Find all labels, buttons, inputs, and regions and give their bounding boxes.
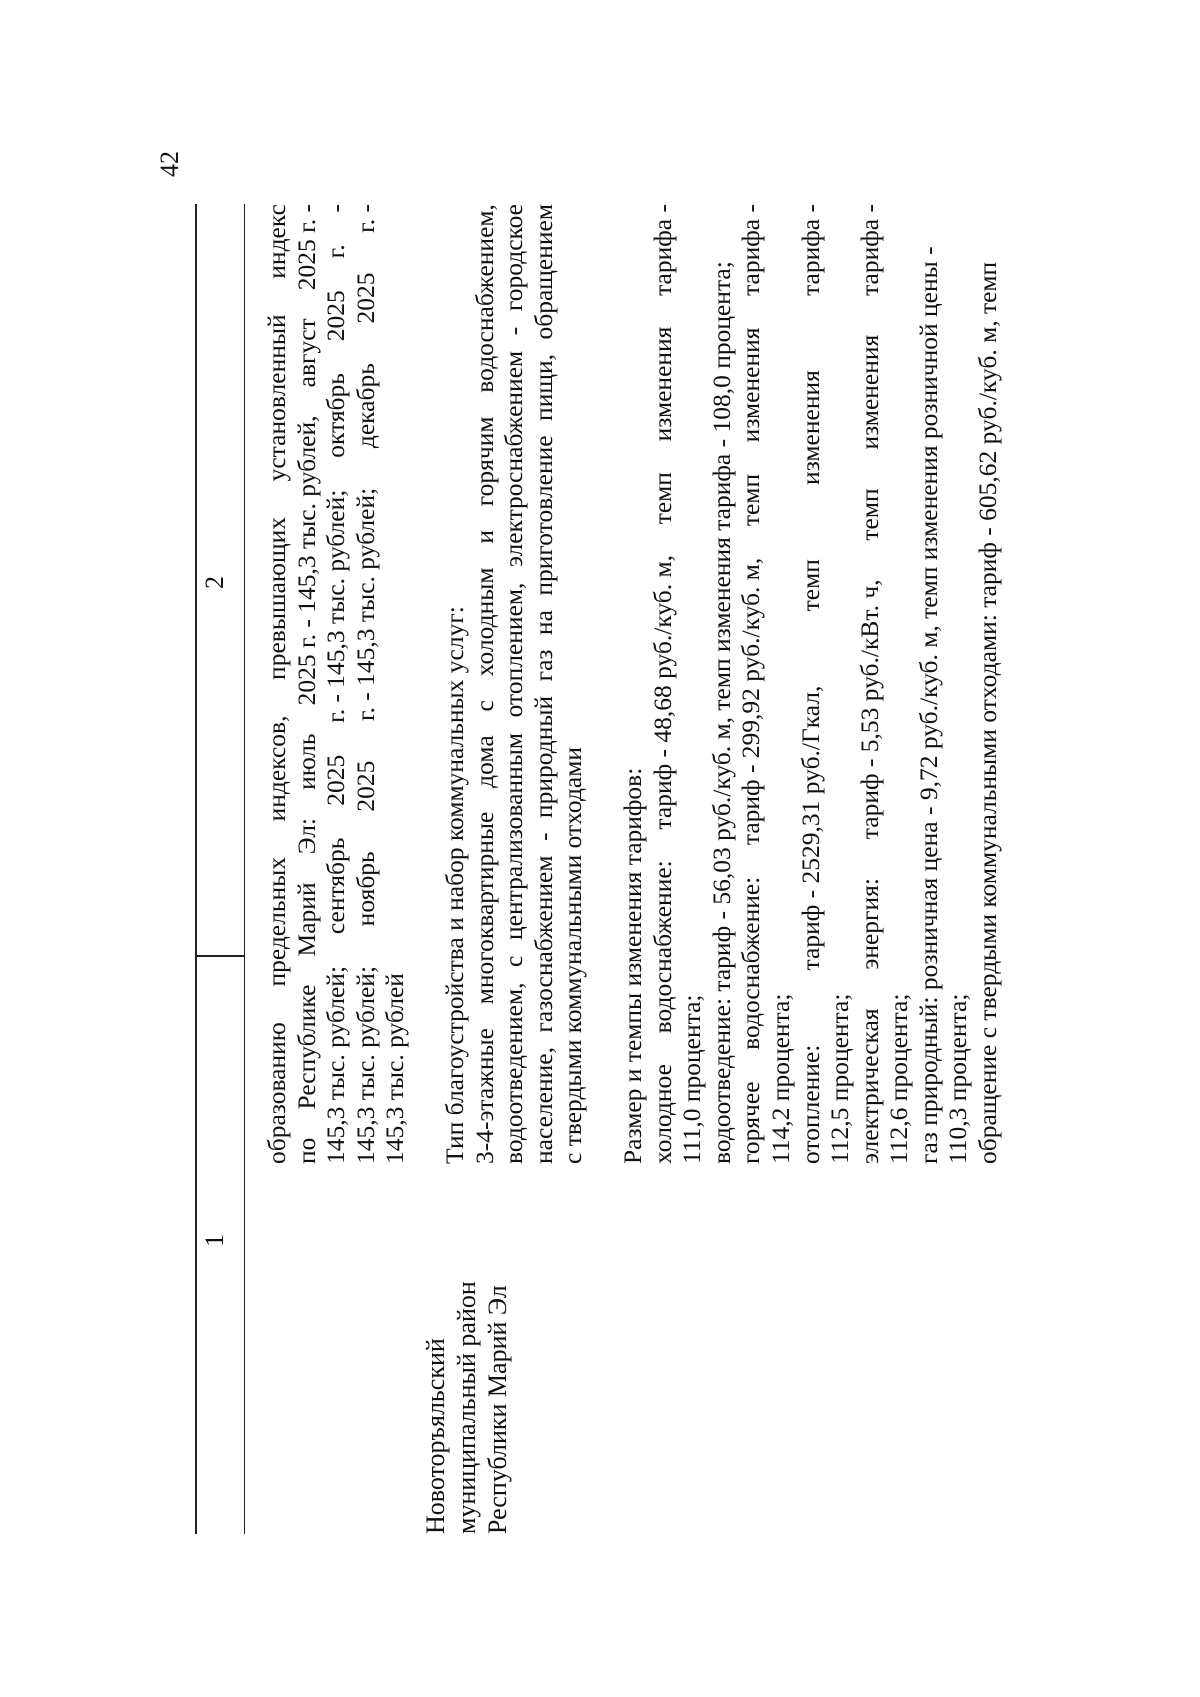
text-word: Республике: [291, 984, 321, 1110]
text-line: [648, 204, 678, 1164]
text-word: сентябрь: [321, 837, 351, 935]
text-word: 114,2 процента;: [765, 993, 795, 1164]
text-line: [855, 204, 885, 1164]
text-word: 2025: [350, 760, 380, 812]
text-word: предельных: [262, 856, 291, 987]
text-word: тарифа -: [854, 204, 884, 296]
text-word: по: [291, 1137, 321, 1164]
utilities-title: Тип благоустройства и набор коммунальных услуг:: [439, 606, 469, 1164]
district-line: муниципальный район: [452, 1281, 481, 1534]
tariffs-paragraph: [648, 204, 1003, 1164]
text-word: ноябрь: [350, 851, 380, 927]
text-line: [558, 204, 588, 1164]
text-word: г. -: [350, 204, 380, 233]
text-word: Марий: [291, 882, 321, 957]
text-word: водоотведением,: [499, 982, 529, 1164]
text-word: городское: [499, 204, 529, 312]
text-line: [529, 204, 559, 1164]
text-line: [736, 204, 766, 1164]
text-word: энергия:: [854, 878, 884, 970]
text-word: с: [469, 700, 499, 712]
text-line: [973, 204, 1003, 1164]
text-word: холодное: [647, 1064, 677, 1164]
text-word: отоплением,: [499, 582, 529, 718]
text-word: темп: [736, 473, 766, 527]
text-line: [499, 204, 529, 1164]
text-word: изменения: [647, 326, 677, 442]
text-word: горячим: [469, 416, 499, 507]
text-word: газ природный: розничная цена - 9,72 руб./куб. м, темп изменения розничной цены -: [913, 246, 943, 1164]
text-word: декабрь: [350, 363, 380, 449]
text-word: 2025: [321, 290, 351, 342]
text-word: 145,3 тыс. рублей: [380, 973, 410, 1164]
text-word: темп: [647, 472, 677, 525]
text-word: изменения: [736, 327, 766, 443]
text-word: водоснабжение:: [736, 876, 766, 1050]
text-word: 3-4-этажные: [469, 1028, 499, 1164]
text-word: газ: [528, 649, 558, 682]
text-word: -: [499, 326, 529, 336]
table-content-cell: [262, 204, 1003, 1164]
text-word: 112,5 процента;: [825, 993, 855, 1164]
text-word: 2025: [350, 272, 380, 324]
text-word: и: [469, 530, 499, 544]
text-word: изменения: [854, 334, 884, 450]
text-word: тариф - 2529,31 руб./Гкал,: [795, 685, 825, 971]
text-word: 110,3 процента;: [943, 993, 973, 1164]
text-word: тариф - 299,92 руб./куб. м,: [736, 557, 766, 846]
text-word: дома: [469, 735, 499, 788]
text-word: тарифа -: [736, 204, 766, 296]
text-line: [677, 204, 707, 1164]
district-line: Новоторъяльский: [421, 1338, 450, 1534]
text-word: Эл:: [291, 817, 321, 855]
text-word: 145,3 тыс. рублей;: [350, 965, 380, 1164]
text-line: [766, 204, 796, 1164]
text-line: [380, 204, 410, 1164]
text-word: электроснабжением: [499, 350, 529, 567]
text-word: 111,0 процента;: [677, 994, 707, 1164]
text-word: тарифа -: [795, 204, 825, 296]
text-word: 2025 г. -: [291, 204, 321, 291]
tariffs-title: Размер и темпы изменения тарифов:: [617, 767, 647, 1164]
text-word: население,: [528, 1047, 558, 1164]
text-line: [262, 204, 292, 1164]
text-word: г. - 145,3 тыс. рублей;: [350, 487, 380, 722]
page-number: 42: [155, 151, 184, 177]
text-word: г. - 145,3 тыс. рублей;: [321, 489, 351, 723]
text-line: [470, 204, 500, 1164]
table-top-rule: [195, 204, 197, 1534]
text-word: приготовление: [528, 435, 558, 596]
text-word: -: [321, 204, 351, 213]
text-line: [825, 204, 855, 1164]
text-word: образованию: [262, 1022, 291, 1164]
text-word: 112,6 процента;: [884, 993, 914, 1164]
text-word: установленный: [262, 314, 291, 482]
text-word: водоснабжение:: [647, 860, 677, 1034]
text-word: водоотведение: тариф - 56,03 руб./куб. м, темп изменения тарифа - 108,0 процента;: [706, 261, 736, 1164]
text-line: [351, 204, 381, 1164]
text-word: тарифа -: [647, 204, 677, 296]
district-line: Республики Марий Эл: [483, 1285, 512, 1534]
text-word: централизованным: [499, 733, 529, 940]
text-word: холодным: [469, 567, 499, 677]
column-header-2: 2: [200, 576, 229, 589]
text-word: обращением: [528, 204, 558, 340]
text-word: на: [528, 610, 558, 636]
text-word: электрическая: [854, 1008, 884, 1164]
text-word: август: [291, 318, 321, 388]
text-word: изменения: [795, 370, 825, 485]
text-line: [884, 204, 914, 1164]
indices-paragraph: [262, 204, 410, 1164]
text-word: отопление:: [795, 1044, 825, 1164]
text-word: 145,3 тыс. рублей;: [321, 965, 351, 1164]
text-word: г.: [321, 244, 351, 259]
text-word: превышающих: [262, 517, 291, 680]
text-word: октябрь: [321, 373, 351, 458]
column-header-1: 1: [200, 1234, 229, 1247]
table-header-rule: [244, 204, 245, 1534]
text-line: [292, 204, 322, 1164]
text-word: обращение с твердыми коммунальными отходами: тариф - 605,62 руб./куб. м, темп: [973, 261, 1003, 1164]
text-line: [321, 204, 351, 1164]
text-word: 2025 г. - 145,3 тыс. рублей,: [291, 415, 321, 706]
text-line: [707, 204, 737, 1164]
district-name: [420, 1224, 513, 1534]
text-word: природный: [528, 695, 558, 819]
text-word: с твердыми коммунальными отходами: [558, 746, 588, 1164]
text-word: многоквартирные: [469, 811, 499, 1005]
text-word: темп: [854, 488, 884, 541]
text-word: темп: [795, 559, 825, 612]
text-word: с: [499, 955, 529, 967]
text-word: пищи,: [528, 354, 558, 421]
text-line: [943, 204, 973, 1164]
text-word: 2025: [321, 754, 351, 806]
text-word: горячее: [736, 1081, 766, 1164]
table-column-divider: [195, 955, 244, 957]
text-word: -: [528, 832, 558, 842]
text-word: водоснабжением,: [469, 204, 499, 393]
text-word: тариф - 48,68 руб./куб. м,: [647, 554, 677, 830]
text-word: газоснабжением: [528, 855, 558, 1033]
text-word: июль: [291, 733, 321, 790]
utilities-paragraph: [470, 204, 588, 1164]
text-line: [914, 204, 944, 1164]
text-word: индекс: [262, 204, 291, 279]
text-line: [796, 204, 826, 1164]
text-word: индексов,: [262, 715, 291, 822]
text-word: тариф - 5,53 руб./кВт. ч,: [854, 579, 884, 840]
